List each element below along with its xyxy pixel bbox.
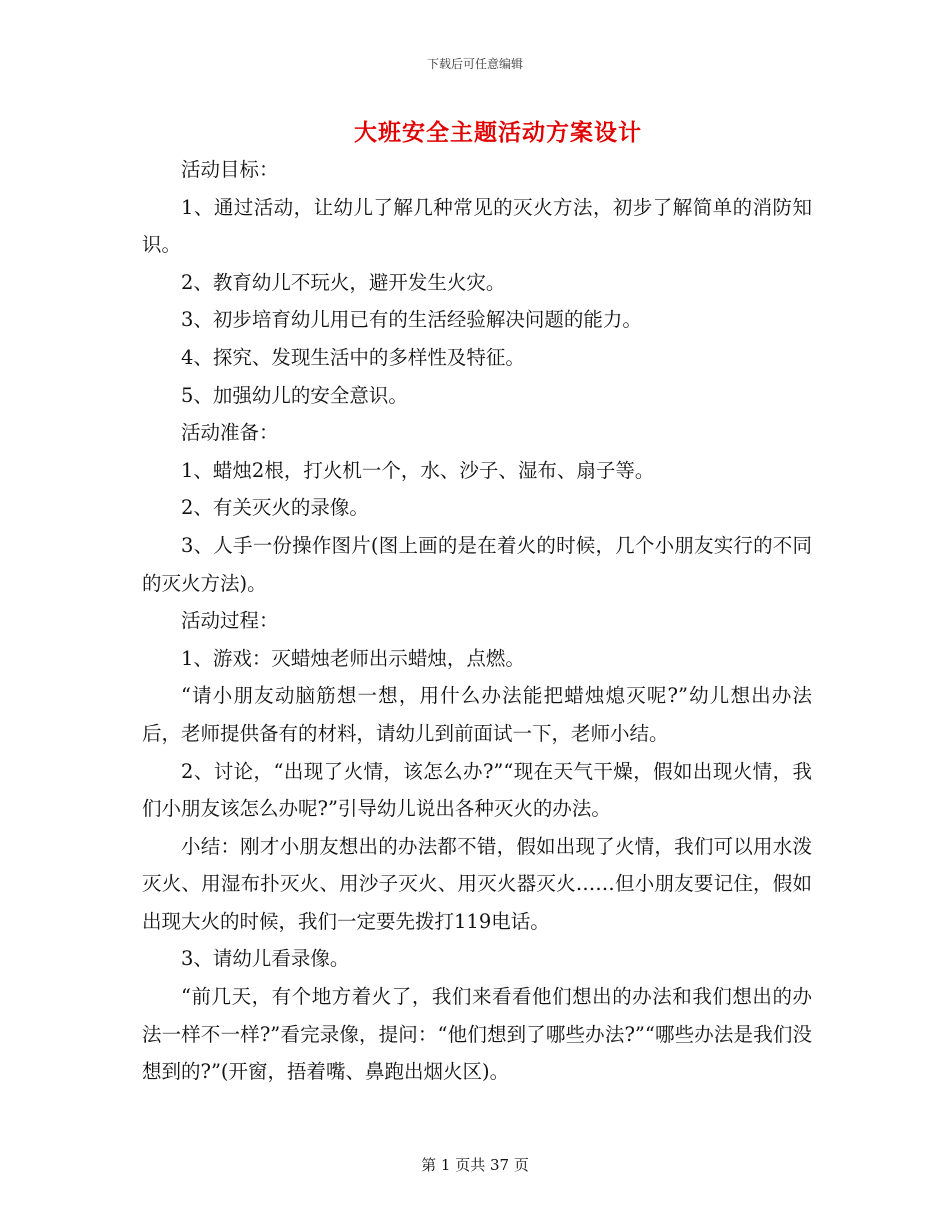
- paragraph-objectives-heading: 活动目标：: [181, 158, 279, 181]
- paragraph-summary: 小结：刚才小朋友想出的办法都不错，假如出现了火情，我们可以用水泼灭火、用湿布扑灭火、用沙子灭火、用灭火器灭火……但小朋友要记住，假如出现大火的时候，我们一定要先拨打119电话。: [142, 834, 812, 933]
- paragraph-process-2: 2、讨论，“出现了火情，该怎么办?”“现在天气干燥，假如出现火情，我们小朋友该怎么办呢?”引导幼儿说出各种灭火的办法。: [142, 759, 812, 821]
- paragraph-process-3-detail: “前几天，有个地方着火了，我们来看看他们想出的办法和我们想出的办法一样不一样?”看完录像，提问：“他们想到了哪些办法?”“哪些办法是我们没想到的?”(开窗，捂着嘴、鼻跑出烟火区)。: [142, 985, 812, 1084]
- paragraph-objective-1: 1、通过活动，让幼儿了解几种常见的灭火方法，初步了解简单的消防知识。: [142, 195, 812, 257]
- paragraph-process-heading: 活动过程：: [181, 609, 279, 633]
- document-title: 大班安全主题活动方案设计: [354, 119, 642, 146]
- paragraph-preparation-1: 1、蜡烛2根，打火机一个，水、沙子、湿布、扇子等。: [181, 458, 655, 482]
- paragraph-objective-2: 2、教育幼儿不玩火，避开发生火灾。: [181, 270, 506, 294]
- paragraph-objective-5: 5、加强幼儿的安全意识。: [181, 383, 408, 407]
- document-body: [142, 151, 812, 1091]
- paragraph-process-3: 3、请幼儿看录像。: [181, 947, 350, 971]
- paragraph-preparation-2: 2、有关灭火的录像。: [181, 496, 369, 520]
- paragraph-objective-4: 4、探究、发现生活中的多样性及特征。: [181, 345, 525, 369]
- paragraph-objective-3: 3、初步培育幼儿用已有的生活经验解决问题的能力。: [181, 308, 642, 332]
- paragraph-process-1: 1、游戏：灭蜡烛老师出示蜡烛，点燃。: [181, 646, 525, 670]
- paragraph-preparation-heading: 活动准备：: [181, 421, 279, 445]
- paragraph-process-1-detail: “请小朋友动脑筋想一想，用什么办法能把蜡烛熄灭呢?”幼儿想出办法后，老师提供备有的材料，请幼儿到前面试一下，老师小结。: [142, 684, 812, 745]
- page-number-footer: 第 1 页共 37 页: [421, 1156, 529, 1174]
- header-note: 下载后可任意编辑: [426, 57, 523, 71]
- paragraph-preparation-3: 3、人手一份操作图片(图上画的是在着火的时候，几个小朋友实行的不同的灭火方法)。: [142, 533, 812, 595]
